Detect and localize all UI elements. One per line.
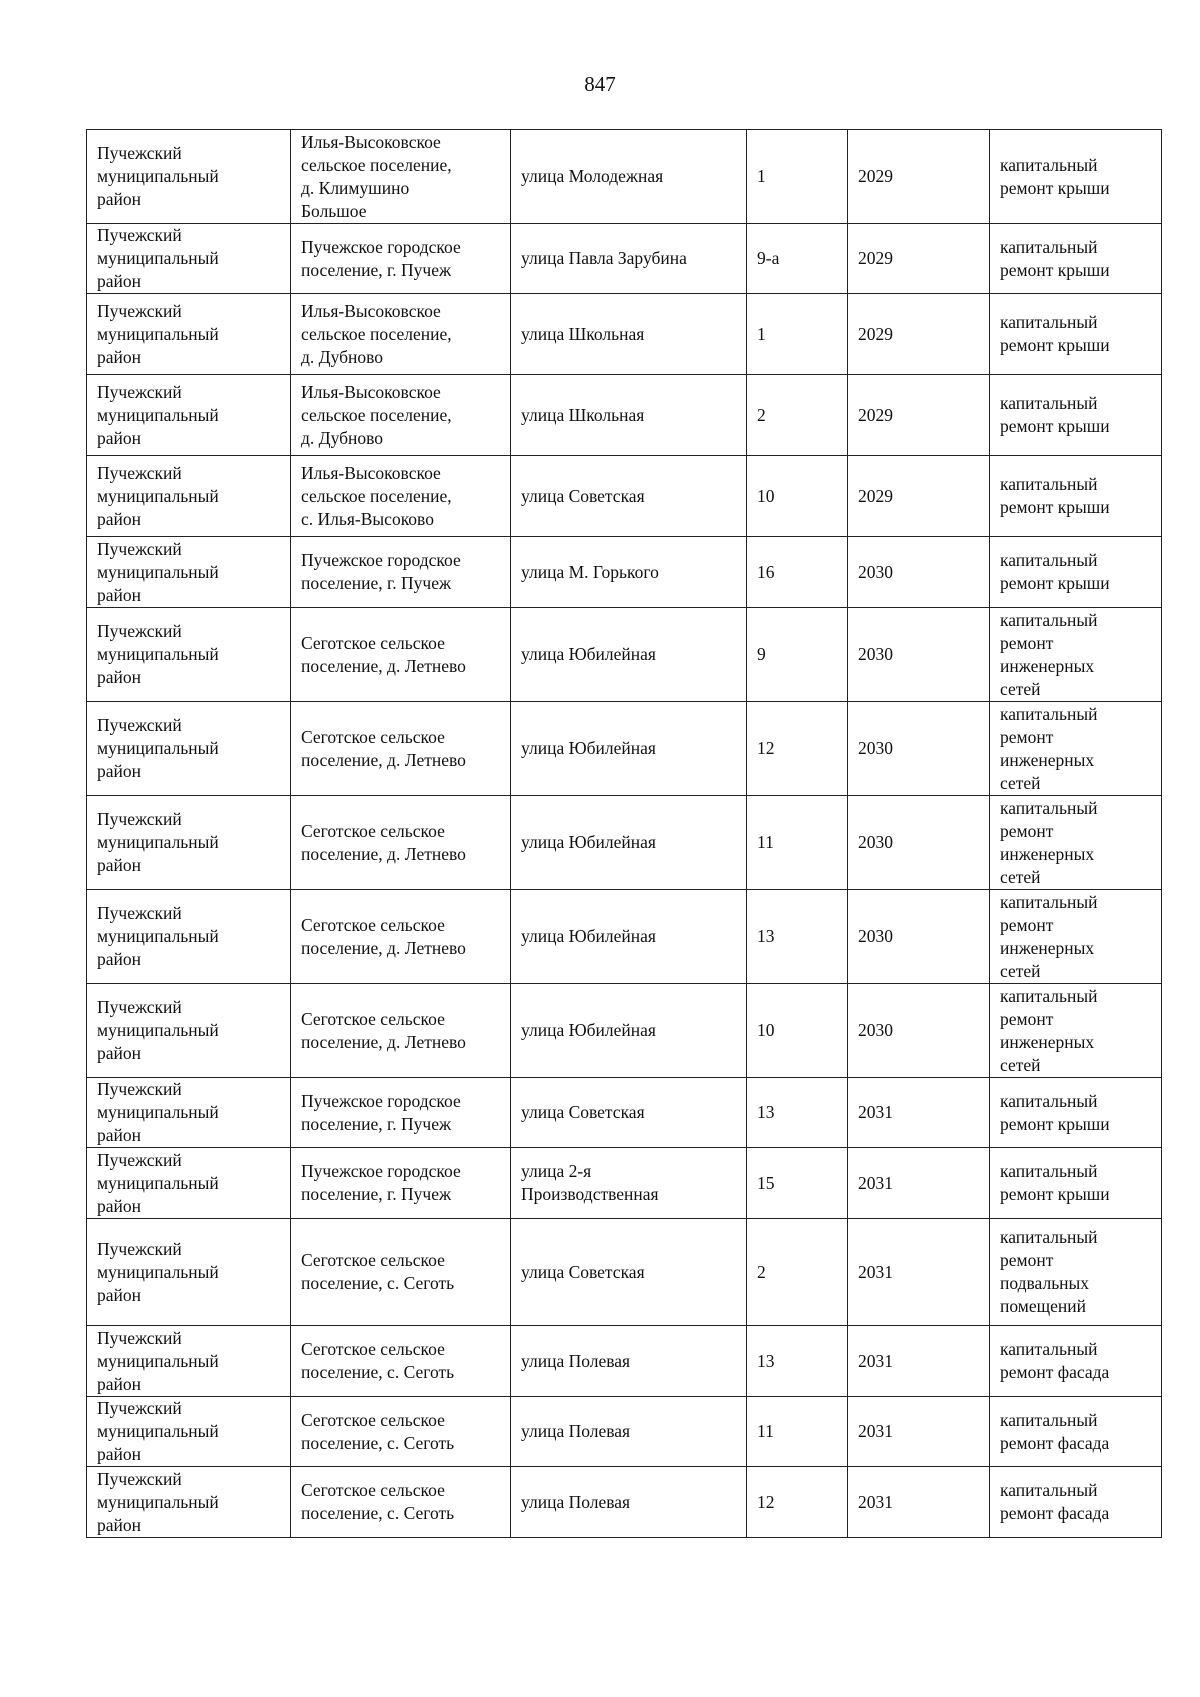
table-row bbox=[87, 224, 1162, 294]
year-cell: 2030 bbox=[848, 537, 990, 608]
year-cell: 2031 bbox=[848, 1397, 990, 1467]
work-type-cell: капитальный ремонт инженерных сетей bbox=[990, 984, 1162, 1078]
settlement-cell: Сеготское сельское поселение, с. Сеготь bbox=[291, 1219, 511, 1326]
street-cell: улица Павла Зарубина bbox=[511, 224, 747, 294]
house-number-cell: 1 bbox=[747, 130, 848, 224]
settlement-cell: Пучежское городское поселение, г. Пучеж bbox=[291, 224, 511, 294]
table-row bbox=[87, 984, 1162, 1078]
district-cell: Пучежский муниципальный район bbox=[87, 890, 291, 984]
table-row bbox=[87, 294, 1162, 375]
year-cell: 2030 bbox=[848, 702, 990, 796]
table-row bbox=[87, 1078, 1162, 1148]
year-cell: 2031 bbox=[848, 1219, 990, 1326]
district-cell: Пучежский муниципальный район bbox=[87, 796, 291, 890]
year-cell: 2029 bbox=[848, 294, 990, 375]
house-number-cell: 9-а bbox=[747, 224, 848, 294]
work-type-cell: капитальный ремонт крыши bbox=[990, 1078, 1162, 1148]
settlement-cell: Пучежское городское поселение, г. Пучеж bbox=[291, 1078, 511, 1148]
street-cell: улица 2-я Производственная bbox=[511, 1148, 747, 1219]
street-cell: улица Юбилейная bbox=[511, 608, 747, 702]
settlement-cell: Сеготское сельское поселение, д. Летнево bbox=[291, 608, 511, 702]
street-cell: улица Школьная bbox=[511, 375, 747, 456]
year-cell: 2031 bbox=[848, 1326, 990, 1397]
district-cell: Пучежский муниципальный район bbox=[87, 294, 291, 375]
year-cell: 2030 bbox=[848, 796, 990, 890]
district-cell: Пучежский муниципальный район bbox=[87, 1397, 291, 1467]
work-type-cell: капитальный ремонт крыши bbox=[990, 130, 1162, 224]
year-cell: 2029 bbox=[848, 375, 990, 456]
table-row bbox=[87, 702, 1162, 796]
district-cell: Пучежский муниципальный район bbox=[87, 375, 291, 456]
work-type-cell: капитальный ремонт фасада bbox=[990, 1326, 1162, 1397]
street-cell: улица Советская bbox=[511, 1078, 747, 1148]
district-cell: Пучежский муниципальный район bbox=[87, 608, 291, 702]
work-type-cell: капитальный ремонт инженерных сетей bbox=[990, 608, 1162, 702]
settlement-cell: Сеготское сельское поселение, с. Сеготь bbox=[291, 1397, 511, 1467]
year-cell: 2030 bbox=[848, 984, 990, 1078]
work-type-cell: капитальный ремонт крыши bbox=[990, 224, 1162, 294]
table-row bbox=[87, 608, 1162, 702]
district-cell: Пучежский муниципальный район bbox=[87, 702, 291, 796]
district-cell: Пучежский муниципальный район bbox=[87, 1148, 291, 1219]
table-row bbox=[87, 796, 1162, 890]
house-number-cell: 1 bbox=[747, 294, 848, 375]
table-body bbox=[87, 130, 1162, 1538]
street-cell: улица Юбилейная bbox=[511, 890, 747, 984]
settlement-cell: Илья-Высоковское сельское поселение, с. Илья-Высоково bbox=[291, 456, 511, 537]
table-row bbox=[87, 456, 1162, 537]
work-type-cell: капитальный ремонт фасада bbox=[990, 1467, 1162, 1538]
year-cell: 2031 bbox=[848, 1078, 990, 1148]
house-number-cell: 12 bbox=[747, 702, 848, 796]
settlement-cell: Илья-Высоковское сельское поселение, д. Дубново bbox=[291, 375, 511, 456]
year-cell: 2029 bbox=[848, 224, 990, 294]
settlement-cell: Илья-Высоковское сельское поселение, д. Климушино Большое bbox=[291, 130, 511, 224]
settlement-cell: Сеготское сельское поселение, д. Летнево bbox=[291, 702, 511, 796]
street-cell: улица Молодежная bbox=[511, 130, 747, 224]
district-cell: Пучежский муниципальный район bbox=[87, 1326, 291, 1397]
table-row bbox=[87, 1219, 1162, 1326]
work-type-cell: капитальный ремонт крыши bbox=[990, 375, 1162, 456]
repair-schedule-table bbox=[86, 129, 1162, 1538]
district-cell: Пучежский муниципальный район bbox=[87, 456, 291, 537]
street-cell: улица Полевая bbox=[511, 1397, 747, 1467]
district-cell: Пучежский муниципальный район bbox=[87, 1078, 291, 1148]
work-type-cell: капитальный ремонт инженерных сетей bbox=[990, 890, 1162, 984]
district-cell: Пучежский муниципальный район bbox=[87, 984, 291, 1078]
house-number-cell: 13 bbox=[747, 1326, 848, 1397]
table-row bbox=[87, 1397, 1162, 1467]
settlement-cell: Сеготское сельское поселение, с. Сеготь bbox=[291, 1467, 511, 1538]
year-cell: 2031 bbox=[848, 1148, 990, 1219]
table-row bbox=[87, 375, 1162, 456]
house-number-cell: 13 bbox=[747, 1078, 848, 1148]
street-cell: улица Советская bbox=[511, 1219, 747, 1326]
house-number-cell: 2 bbox=[747, 1219, 848, 1326]
table-row bbox=[87, 1326, 1162, 1397]
work-type-cell: капитальный ремонт крыши bbox=[990, 1148, 1162, 1219]
house-number-cell: 9 bbox=[747, 608, 848, 702]
settlement-cell: Илья-Высоковское сельское поселение, д. Дубново bbox=[291, 294, 511, 375]
house-number-cell: 10 bbox=[747, 456, 848, 537]
year-cell: 2030 bbox=[848, 608, 990, 702]
work-type-cell: капитальный ремонт подвальных помещений bbox=[990, 1219, 1162, 1326]
settlement-cell: Пучежское городское поселение, г. Пучеж bbox=[291, 1148, 511, 1219]
house-number-cell: 13 bbox=[747, 890, 848, 984]
table-row bbox=[87, 537, 1162, 608]
house-number-cell: 11 bbox=[747, 1397, 848, 1467]
table-row bbox=[87, 1467, 1162, 1538]
year-cell: 2029 bbox=[848, 456, 990, 537]
house-number-cell: 12 bbox=[747, 1467, 848, 1538]
house-number-cell: 11 bbox=[747, 796, 848, 890]
street-cell: улица Полевая bbox=[511, 1467, 747, 1538]
page-number: 847 bbox=[584, 72, 616, 96]
work-type-cell: капитальный ремонт крыши bbox=[990, 456, 1162, 537]
district-cell: Пучежский муниципальный район bbox=[87, 537, 291, 608]
settlement-cell: Пучежское городское поселение, г. Пучеж bbox=[291, 537, 511, 608]
work-type-cell: капитальный ремонт инженерных сетей bbox=[990, 702, 1162, 796]
district-cell: Пучежский муниципальный район bbox=[87, 1219, 291, 1326]
settlement-cell: Сеготское сельское поселение, д. Летнево bbox=[291, 890, 511, 984]
year-cell: 2031 bbox=[848, 1467, 990, 1538]
street-cell: улица Юбилейная bbox=[511, 984, 747, 1078]
year-cell: 2030 bbox=[848, 890, 990, 984]
year-cell: 2029 bbox=[848, 130, 990, 224]
settlement-cell: Сеготское сельское поселение, с. Сеготь bbox=[291, 1326, 511, 1397]
street-cell: улица Юбилейная bbox=[511, 796, 747, 890]
table-row bbox=[87, 1148, 1162, 1219]
work-type-cell: капитальный ремонт инженерных сетей bbox=[990, 796, 1162, 890]
house-number-cell: 16 bbox=[747, 537, 848, 608]
street-cell: улица Школьная bbox=[511, 294, 747, 375]
work-type-cell: капитальный ремонт фасада bbox=[990, 1397, 1162, 1467]
settlement-cell: Сеготское сельское поселение, д. Летнево bbox=[291, 796, 511, 890]
district-cell: Пучежский муниципальный район bbox=[87, 224, 291, 294]
street-cell: улица Советская bbox=[511, 456, 747, 537]
street-cell: улица Юбилейная bbox=[511, 702, 747, 796]
table-row bbox=[87, 890, 1162, 984]
work-type-cell: капитальный ремонт крыши bbox=[990, 294, 1162, 375]
settlement-cell: Сеготское сельское поселение, д. Летнево bbox=[291, 984, 511, 1078]
house-number-cell: 2 bbox=[747, 375, 848, 456]
house-number-cell: 15 bbox=[747, 1148, 848, 1219]
district-cell: Пучежский муниципальный район bbox=[87, 1467, 291, 1538]
table-row bbox=[87, 130, 1162, 224]
street-cell: улица М. Горького bbox=[511, 537, 747, 608]
street-cell: улица Полевая bbox=[511, 1326, 747, 1397]
work-type-cell: капитальный ремонт крыши bbox=[990, 537, 1162, 608]
district-cell: Пучежский муниципальный район bbox=[87, 130, 291, 224]
house-number-cell: 10 bbox=[747, 984, 848, 1078]
